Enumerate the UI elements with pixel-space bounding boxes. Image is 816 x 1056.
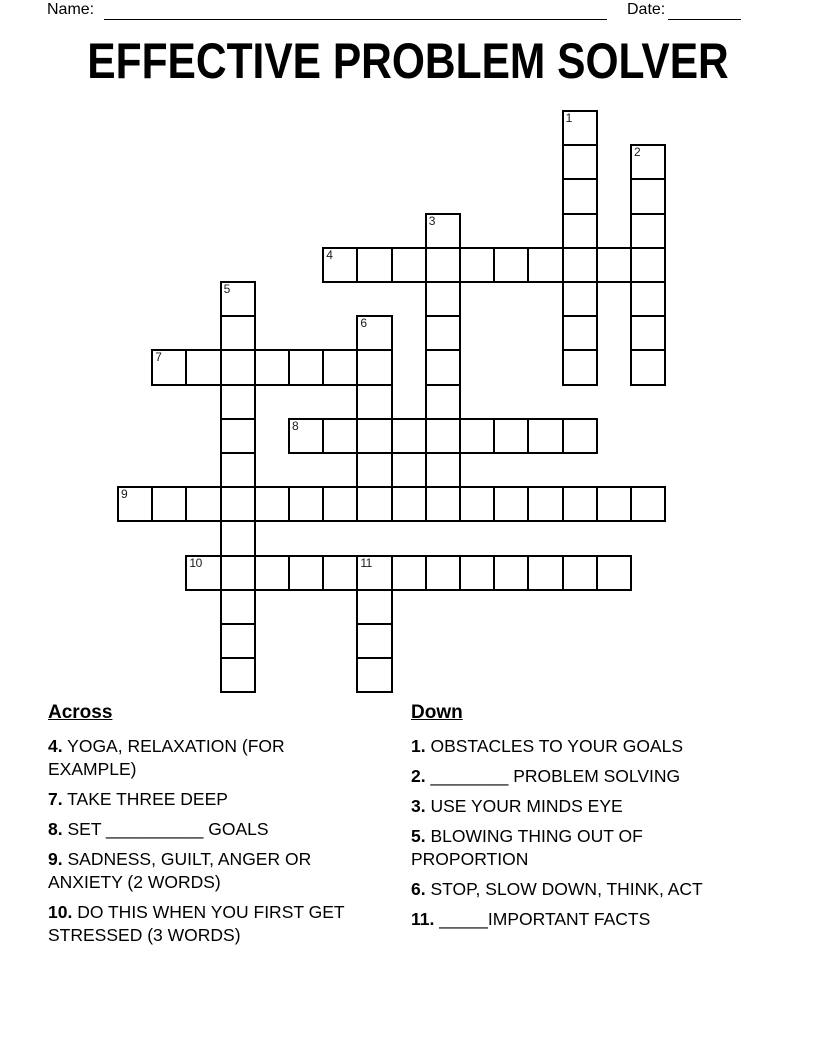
- clue-number: 4.: [48, 736, 63, 756]
- cell-number: 8: [292, 418, 299, 433]
- grid-cell[interactable]: [425, 486, 461, 522]
- grid-cell[interactable]: [425, 418, 461, 454]
- clue-item: [48, 901, 348, 947]
- clue-number: 9.: [48, 849, 63, 869]
- clue-text: _____IMPORTANT FACTS: [434, 909, 651, 929]
- grid-cell[interactable]: [151, 349, 187, 385]
- across-clue-list: [48, 735, 348, 947]
- grid-cell[interactable]: [562, 555, 598, 591]
- grid-cell[interactable]: [356, 247, 392, 283]
- grid-cell[interactable]: [220, 384, 256, 420]
- grid-cell[interactable]: [562, 247, 598, 283]
- grid-cell[interactable]: [425, 213, 461, 249]
- grid-cell[interactable]: [425, 384, 461, 420]
- clue-text: SADNESS, GUILT, ANGER OR ANXIETY (2 WORDS): [48, 849, 312, 892]
- clue-item: [411, 878, 733, 901]
- grid-cell[interactable]: [356, 589, 392, 625]
- grid-cell[interactable]: [185, 486, 221, 522]
- grid-cell[interactable]: [596, 247, 632, 283]
- grid-cell[interactable]: [425, 247, 461, 283]
- down-clues-section: [411, 701, 733, 938]
- grid-cell[interactable]: [356, 418, 392, 454]
- clue-number: 11.: [411, 909, 435, 929]
- grid-cell[interactable]: [459, 247, 495, 283]
- clue-item: [48, 818, 348, 841]
- grid-cell[interactable]: [356, 349, 392, 385]
- grid-cell[interactable]: [425, 555, 461, 591]
- grid-cell[interactable]: [185, 555, 221, 591]
- clue-item: [411, 825, 733, 871]
- grid-cell[interactable]: [356, 384, 392, 420]
- clue-item: [411, 765, 733, 788]
- grid-cell[interactable]: [254, 349, 290, 385]
- grid-cell[interactable]: [630, 349, 666, 385]
- clue-item: [48, 848, 348, 894]
- grid-cell[interactable]: [391, 486, 427, 522]
- grid-cell[interactable]: [391, 247, 427, 283]
- grid-cell[interactable]: [459, 486, 495, 522]
- grid-cell[interactable]: [220, 589, 256, 625]
- date-label: Date:: [627, 1, 666, 18]
- grid-cell[interactable]: [356, 555, 392, 591]
- grid-cell[interactable]: [527, 247, 563, 283]
- grid-cell[interactable]: [493, 247, 529, 283]
- grid-cell[interactable]: [288, 349, 324, 385]
- grid-cell[interactable]: [254, 555, 290, 591]
- grid-cell[interactable]: [288, 418, 324, 454]
- clue-item: [411, 795, 733, 818]
- page-title: EFFECTIVE PROBLEM SOLVER: [87, 33, 729, 89]
- grid-cell[interactable]: [459, 418, 495, 454]
- grid-cell[interactable]: [562, 178, 598, 214]
- name-label: Name:: [47, 1, 95, 18]
- clue-number: 8.: [48, 819, 63, 839]
- clue-text: YOGA, RELAXATION (FOR EXAMPLE): [48, 736, 285, 779]
- cell-number: 10: [189, 555, 202, 570]
- grid-cell[interactable]: [185, 349, 221, 385]
- clue-text: OBSTACLES TO YOUR GOALS: [425, 736, 684, 756]
- grid-cell[interactable]: [391, 418, 427, 454]
- cell-number: 9: [121, 487, 128, 502]
- grid-cell[interactable]: [356, 623, 392, 659]
- grid-cell[interactable]: [630, 247, 666, 283]
- clue-number: 10.: [48, 902, 73, 922]
- grid-cell[interactable]: [493, 418, 529, 454]
- grid-cell[interactable]: [220, 349, 256, 385]
- grid-cell[interactable]: [562, 144, 598, 180]
- clue-text: USE YOUR MINDS EYE: [425, 796, 623, 816]
- grid-cell[interactable]: [356, 452, 392, 488]
- grid-cell[interactable]: [630, 213, 666, 249]
- grid-cell[interactable]: [630, 315, 666, 351]
- cell-number: 4: [326, 247, 333, 262]
- grid-cell[interactable]: [596, 486, 632, 522]
- grid-cell[interactable]: [220, 281, 256, 317]
- grid-cell[interactable]: [630, 281, 666, 317]
- grid-cell[interactable]: [220, 623, 256, 659]
- grid-cell[interactable]: [356, 657, 392, 693]
- grid-cell[interactable]: [220, 520, 256, 556]
- grid-cell[interactable]: [220, 315, 256, 351]
- clue-number: 7.: [48, 789, 63, 809]
- cell-number: 1: [565, 111, 572, 125]
- grid-cell[interactable]: [322, 418, 358, 454]
- clue-text: TAKE THREE DEEP: [62, 789, 228, 809]
- down-heading: Down: [411, 702, 463, 723]
- grid-cell[interactable]: [596, 555, 632, 591]
- clue-text: BLOWING THING OUT OF PROPORTION: [411, 826, 643, 869]
- grid-cell[interactable]: [220, 657, 256, 693]
- grid-cell[interactable]: [527, 555, 563, 591]
- clue-number: 6.: [411, 879, 426, 899]
- clue-number: 5.: [411, 826, 426, 846]
- grid-cell[interactable]: [356, 315, 392, 351]
- cell-number: 11: [360, 555, 372, 570]
- clue-text: STOP, SLOW DOWN, THINK, ACT: [425, 879, 703, 899]
- grid-cell[interactable]: [391, 555, 427, 591]
- grid-cell[interactable]: [527, 418, 563, 454]
- grid-cell[interactable]: [562, 281, 598, 317]
- clue-item: [411, 735, 733, 758]
- cell-number: 5: [223, 282, 230, 296]
- clue-item: [411, 908, 733, 931]
- down-clue-list: [411, 735, 733, 931]
- grid-cell[interactable]: [322, 555, 358, 591]
- grid-cell[interactable]: [562, 486, 598, 522]
- grid-cell[interactable]: [562, 349, 598, 385]
- grid-cell[interactable]: [220, 555, 256, 591]
- grid-cell[interactable]: [425, 349, 461, 385]
- clue-text: SET __________ GOALS: [62, 819, 269, 839]
- across-heading: Across: [48, 702, 113, 723]
- clue-number: 1.: [411, 736, 426, 756]
- grid-cell[interactable]: [288, 555, 324, 591]
- grid-cell[interactable]: [562, 110, 598, 146]
- grid-cell[interactable]: [117, 486, 153, 522]
- grid-cell[interactable]: [322, 486, 358, 522]
- clue-text: ________ PROBLEM SOLVING: [425, 766, 681, 786]
- grid-cell[interactable]: [630, 144, 666, 180]
- grid-cell[interactable]: [356, 486, 392, 522]
- grid-cell[interactable]: [562, 315, 598, 351]
- grid-cell[interactable]: [459, 555, 495, 591]
- clue-number: 3.: [411, 796, 426, 816]
- across-clues-section: [48, 701, 348, 954]
- grid-cell[interactable]: [630, 178, 666, 214]
- cell-number: 6: [360, 316, 367, 331]
- clue-number: 2.: [411, 766, 426, 786]
- grid-cell[interactable]: [322, 247, 358, 283]
- grid-cell[interactable]: [254, 486, 290, 522]
- grid-cell[interactable]: [425, 315, 461, 351]
- grid-cell[interactable]: [288, 486, 324, 522]
- grid-cell[interactable]: [493, 555, 529, 591]
- grid-cell[interactable]: [220, 452, 256, 488]
- clue-text: DO THIS WHEN YOU FIRST GET STRESSED (3 WORDS): [48, 902, 345, 945]
- grid-cell[interactable]: [220, 418, 256, 454]
- grid-cell[interactable]: [562, 418, 598, 454]
- cell-number: 2: [634, 145, 641, 160]
- grid-cell[interactable]: [322, 349, 358, 385]
- cell-number: 3: [428, 213, 435, 228]
- grid-cell[interactable]: [220, 486, 256, 522]
- cell-number: 7: [155, 350, 162, 365]
- grid-cell[interactable]: [493, 486, 529, 522]
- clue-item: [48, 788, 348, 811]
- grid-cell[interactable]: [425, 452, 461, 488]
- grid-cell[interactable]: [151, 486, 187, 522]
- grid-cell[interactable]: [425, 281, 461, 317]
- clue-item: [48, 735, 348, 781]
- grid-cell[interactable]: [630, 486, 666, 522]
- grid-cell[interactable]: [527, 486, 563, 522]
- grid-cell[interactable]: [562, 213, 598, 249]
